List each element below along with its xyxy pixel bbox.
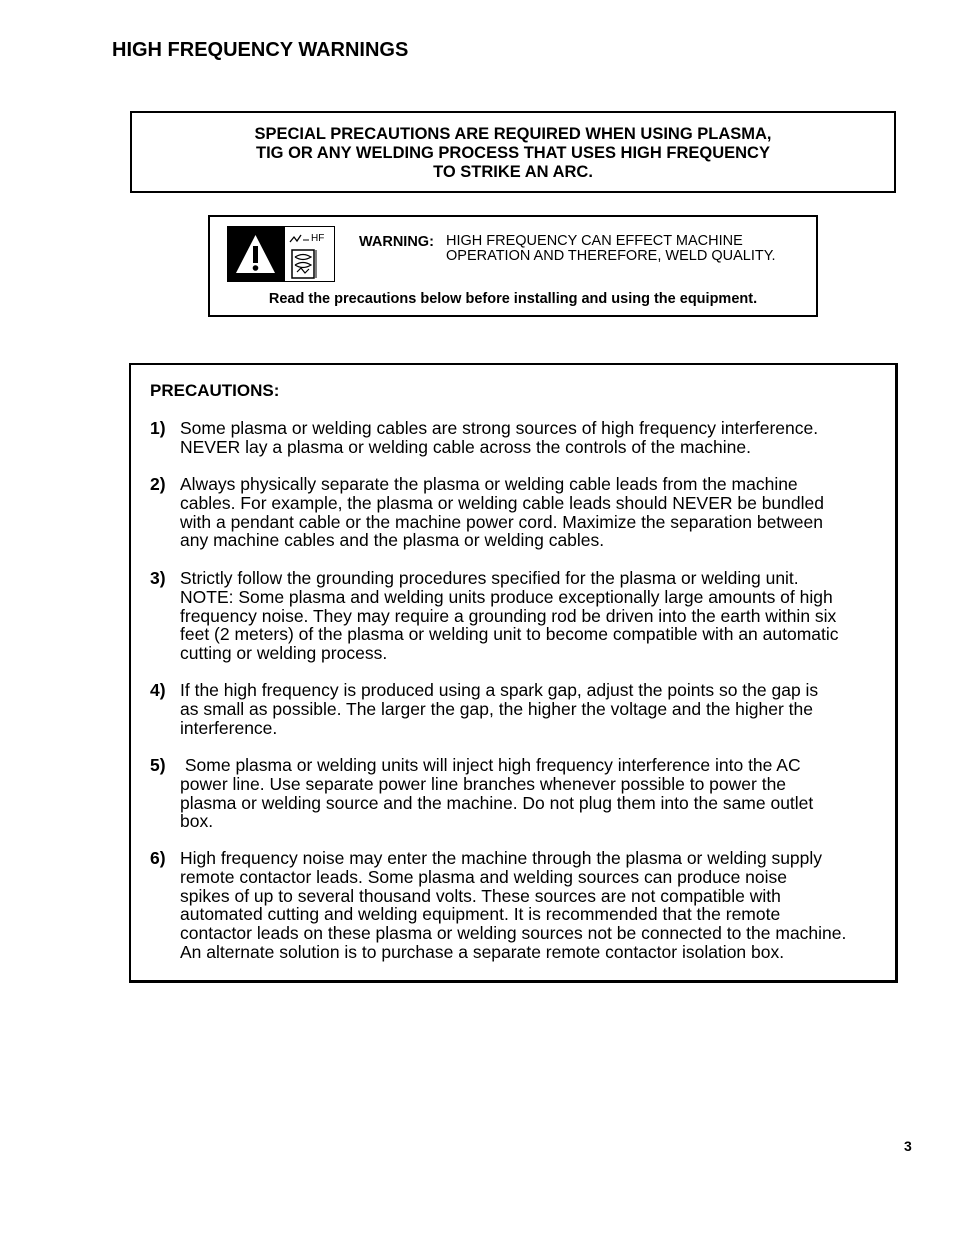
warning-label: WARNING: [359, 234, 434, 250]
warning-text [446, 234, 776, 264]
precaution-item-5 [150, 756, 894, 831]
precaution-line: NEVER lay a plasma or welding cable across the controls of the machine. [180, 436, 751, 457]
warning-line: OPERATION AND THEREFORE, WELD QUALITY. [446, 248, 776, 264]
precaution-line: automated cutting and welding equipment. It is recommended that the remote [180, 904, 781, 925]
warning-line: HIGH FREQUENCY CAN EFFECT MACHINE [446, 233, 743, 249]
notice-line: TO STRIKE AN ARC. [433, 163, 593, 181]
precaution-line: Always physically separate the plasma or welding cable leads from the machine [180, 474, 798, 494]
precaution-line: contactor leads on these plasma or welding sources not be connected to the machine. [180, 923, 847, 944]
precaution-line: plasma or welding source and the machine. Do not plug them into the same outlet [180, 792, 814, 813]
page-title: HIGH FREQUENCY WARNINGS [112, 39, 409, 61]
hf-icon-label: HF [311, 233, 325, 244]
precaution-line: If the high frequency is produced using a spark gap, adjust the points so the gap is [180, 680, 819, 700]
precaution-item-3 [150, 569, 894, 663]
precaution-line: An alternate solution is to purchase a separate remote contactor isolation box. [180, 941, 785, 962]
precaution-line: NOTE: Some plasma and welding units produce exceptionally large amounts of high [180, 586, 833, 607]
precaution-item-2 [150, 475, 894, 550]
precaution-number: 4) [150, 680, 166, 700]
precaution-number: 6) [150, 848, 166, 868]
precaution-line: interference. [180, 717, 278, 738]
precaution-number: 5) [150, 755, 166, 775]
precaution-number: 3) [150, 568, 166, 588]
precaution-line: Strictly follow the grounding procedures specified for the plasma or welding unit. [180, 568, 799, 588]
precautions-box [129, 363, 898, 983]
precaution-line: spikes of up to several thousand volts. These sources are not compatible with [180, 885, 781, 906]
precaution-line: cutting or welding process. [180, 643, 388, 664]
special-precautions-notice [130, 111, 896, 193]
page-number: 3 [904, 1138, 912, 1154]
precaution-line: cables. For example, the plasma or welding cable leads should NEVER be bundled [180, 492, 824, 513]
warning-instruction: Read the precautions below before installing and using the equipment. [268, 291, 758, 307]
notice-line: TIG OR ANY WELDING PROCESS THAT USES HIGH FREQUENCY [256, 144, 770, 162]
precaution-item-4 [150, 681, 894, 737]
precautions-title: PRECAUTIONS: [150, 381, 280, 400]
precaution-line: remote contactor leads. Some plasma and welding sources can produce noise [180, 866, 788, 887]
precaution-line: box. [180, 811, 214, 832]
precaution-line: frequency noise. They may require a grounding rod be driven into the earth within six [180, 605, 837, 626]
precaution-number: 2) [150, 474, 166, 494]
precaution-line: as small as possible. The larger the gap, the higher the voltage and the higher the [180, 698, 813, 719]
precaution-line: power line. Use separate power line branches whenever possible to power the [180, 773, 787, 794]
hf-warning-icon [227, 226, 335, 282]
notice-line: SPECIAL PRECAUTIONS ARE REQUIRED WHEN USING PLASMA, [254, 125, 772, 143]
precaution-number: 1) [150, 418, 166, 438]
precaution-line: with a pendant cable or the machine power cord. Maximize the separation between [180, 511, 824, 532]
precaution-item-6 [150, 849, 894, 962]
precaution-line: any machine cables and the plasma or welding cables. [180, 530, 605, 551]
precaution-item-1 [150, 419, 894, 457]
precaution-line: Some plasma or welding units will inject high frequency interference into the AC [180, 755, 801, 775]
precaution-line: feet (2 meters) of the plasma or welding unit to become compatible with an automatic [180, 624, 839, 645]
precaution-line: High frequency noise may enter the machine through the plasma or welding supply [180, 848, 823, 868]
precaution-line: Some plasma or welding cables are strong sources of high frequency interference. [180, 418, 819, 438]
warning-box [208, 215, 818, 317]
